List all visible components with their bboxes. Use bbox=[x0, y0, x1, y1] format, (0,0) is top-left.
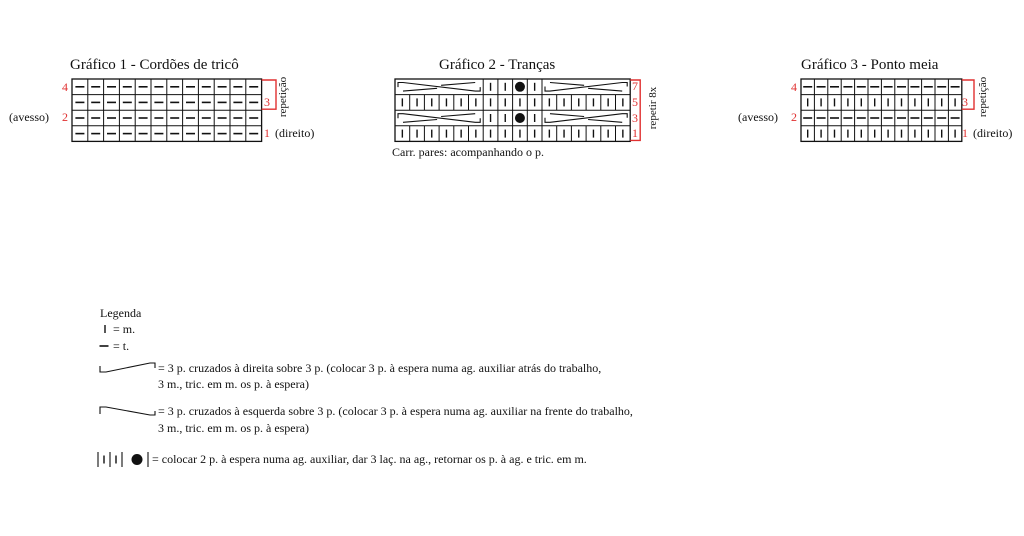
legend-knit-text: = m. bbox=[113, 322, 136, 336]
chart3-row-number-4: 4 bbox=[791, 80, 797, 94]
chart3-label-avesso: (avesso) bbox=[738, 110, 778, 124]
legend-bobble-text: = colocar 2 p. à espera numa ag. auxiliar, dar 3 laç. na ag., retornar os p. à ag. e tric. em m. bbox=[152, 452, 587, 466]
chart3-row-number-2: 2 bbox=[791, 110, 797, 124]
legend-purl-text: = t. bbox=[113, 339, 130, 353]
chart1-row-number-3: 3 bbox=[264, 95, 270, 109]
chart1-label-avesso: (avesso) bbox=[9, 110, 49, 124]
chart3-row-number-3: 3 bbox=[962, 95, 968, 109]
chart2-row-number-3: 3 bbox=[632, 111, 638, 125]
chart3-title: Gráfico 3 - Ponto meia bbox=[801, 57, 939, 73]
chart2-note: Carr. pares: acompanhando o p. bbox=[392, 145, 544, 159]
chart1-label-direito: (direito) bbox=[275, 126, 315, 140]
chart2-row-number-7: 7 bbox=[632, 79, 638, 93]
legend-left-cross-text-1: = 3 p. cruzados à esquerda sobre 3 p. (colocar 3 p. à espera numa ag. auxiliar na frente do trabalho, bbox=[158, 404, 633, 418]
chart3-label-repeat: repetição bbox=[977, 76, 989, 118]
chart1-label-repeat: repetição bbox=[277, 76, 289, 118]
chart1-title: Gráfico 1 - Cordões de tricô bbox=[70, 57, 239, 73]
legend-right-cross-text-1: = 3 p. cruzados à direita sobre 3 p. (colocar 3 p. à espera numa ag. auxiliar atrás do trabalho, bbox=[158, 361, 602, 375]
chart2-label-repeat: repetir 8x bbox=[647, 86, 659, 130]
chart3-label-direito: (direito) bbox=[973, 126, 1013, 140]
legend-right-cross-symbol bbox=[100, 363, 155, 372]
legend-left-cross-text-2: 3 m., tric. em m. os p. à espera) bbox=[158, 421, 309, 435]
chart1-row-number-2: 2 bbox=[62, 110, 68, 124]
chart1-row-number-1: 1 bbox=[264, 126, 270, 140]
chart3-row-number-1: 1 bbox=[962, 126, 968, 140]
chart2-row-number-1: 1 bbox=[632, 126, 638, 140]
legend-right-cross-text-2: 3 m., tric. em m. os p. à espera) bbox=[158, 377, 309, 391]
chart1-row-number-4: 4 bbox=[62, 80, 68, 94]
legend-title: Legenda bbox=[100, 306, 142, 320]
legend-left-cross-symbol bbox=[100, 407, 155, 415]
legend-bobble-dot bbox=[132, 454, 143, 465]
chart2-title: Gráfico 2 - Tranças bbox=[439, 57, 556, 73]
chart2-row-number-5: 5 bbox=[632, 95, 638, 109]
